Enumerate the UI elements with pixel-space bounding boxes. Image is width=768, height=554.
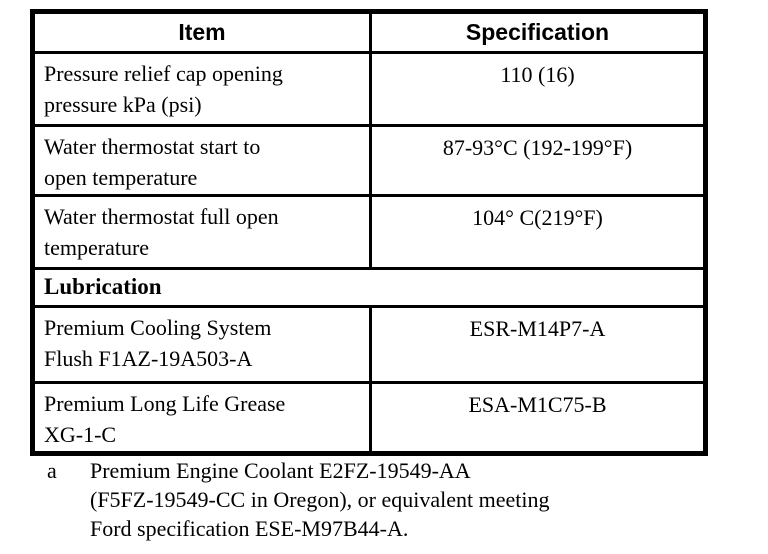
table-row-pressure-relief-cap [33,53,706,126]
item-text-line: Water thermostat full open [44,204,279,229]
item-text-line: pressure kPa (psi) [44,92,202,117]
item-text-line: open temperature [44,165,198,190]
table-row-cooling-system-flush [33,307,706,383]
item-cell-pressure-relief-cap [33,53,371,126]
item-text-line: Water thermostat start to [44,134,261,159]
footnote-text-line: (F5FZ-19549-CC in Oregon), or equivalent meeting [90,487,550,512]
footnote-text-line: Ford specification ESE-M97B44-A. [90,516,409,541]
spec-cell-cooling-system-flush: ESR-M14P7-A [371,307,706,383]
table-row-thermostat-start-open [33,126,706,196]
table-row-long-life-grease [33,383,706,454]
item-text-line: Pressure relief cap opening [44,61,283,86]
item-cell-thermostat-start-open [33,126,371,196]
specifications-table [30,9,708,456]
item-cell-thermostat-full-open [33,196,371,269]
item-text-line: Premium Long Life Grease [44,391,286,416]
footnote-text-line: Premium Engine Coolant E2FZ-19549-AA [90,458,471,483]
footnote-text [90,456,740,543]
spec-cell-thermostat-start-open: 87-93°C (192-199°F) [371,126,706,196]
spec-cell-long-life-grease: ESA-M1C75-B [371,383,706,454]
footnote [30,456,740,543]
item-text-line: Flush F1AZ-19A503-A [44,346,253,371]
item-text-line: temperature [44,235,150,260]
spec-cell-thermostat-full-open: 104° C(219°F) [371,196,706,269]
item-cell-long-life-grease [33,383,371,454]
item-cell-cooling-system-flush [33,307,371,383]
spec-cell-pressure-relief-cap: 110 (16) [371,53,706,126]
column-header-item: Item [33,12,371,53]
table-section-row-lubrication [33,269,706,307]
table-header-row [33,12,706,53]
item-text-line: XG-1-C [44,422,117,447]
item-text-line: Premium Cooling System [44,315,272,340]
table-row-thermostat-full-open [33,196,706,269]
section-header-lubrication: Lubrication [33,269,706,307]
column-header-specification: Specification [371,12,706,53]
footnote-marker: a [47,458,57,483]
